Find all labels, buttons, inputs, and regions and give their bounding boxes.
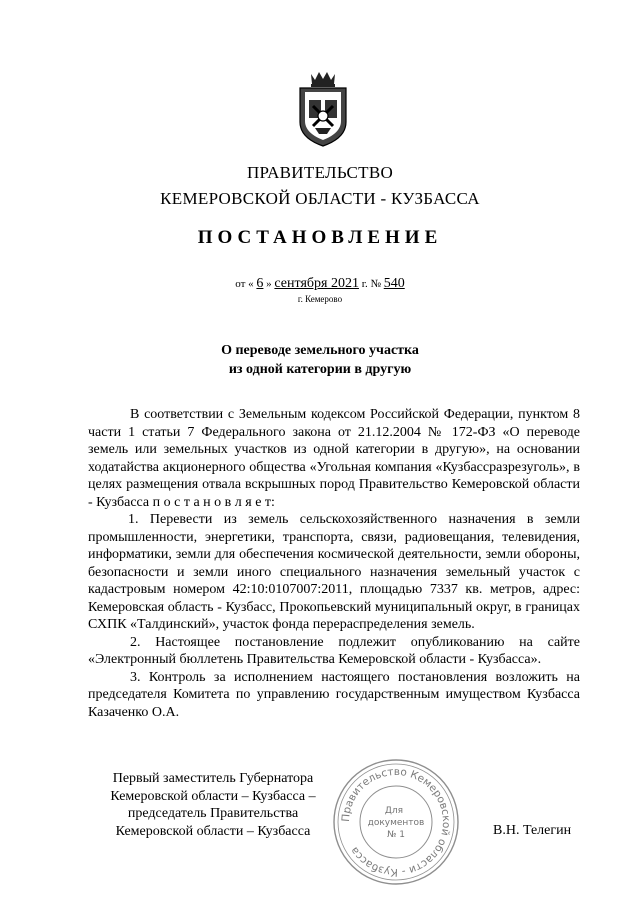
- body-paragraph-3: 2. Настоящее постановление подлежит опубликованию на сайте «Электронный бюллетень Правительства Кемеровской области - Кузбасса».: [88, 634, 580, 667]
- number-label: №: [370, 278, 381, 290]
- date-line: [0, 276, 640, 292]
- official-stamp: [331, 757, 461, 887]
- date-month-year: сентября 2021: [274, 276, 359, 291]
- body-paragraph-4: 3. Контроль за исполнением настоящего постановления возложить на председателя Комитета по управлению государственным имуществом Кузбасса Казаченко О.А.: [88, 669, 580, 720]
- stamp-center-line2: документов: [367, 818, 425, 828]
- document-type-title: ПОСТАНОВЛЕНИЕ: [197, 227, 443, 248]
- signatory-line1: Первый заместитель Губернатора: [112, 771, 314, 786]
- signatory-name: В.Н. Телегин: [493, 823, 572, 838]
- subject-line1: О переводе земельного участка: [221, 343, 419, 358]
- body-paragraph-2: 1. Перевести из земель сельскохозяйственного назначения в земли промышленности, энергетики, транспорта, связи, радиовещания, телевидения, информатики, земли для обеспечения космической деятельности, земли обороны, безопасности и земли иного специального назначения земельный участок с кадастровым номером 42:10:0107007:2011, площадью 7337 кв. метров, адрес: Кемеровская область - Кузбасс, Прокопьевский муниципальный округ, в границах СХПК «Талдинский», участок фонда перераспределения земель.: [88, 512, 580, 632]
- signatory-line4: Кемеровской области – Кузбасса: [115, 823, 311, 839]
- signatory-position: [88, 770, 338, 840]
- date-day: 6: [256, 276, 264, 291]
- body-paragraph-1: В соответствии с Земельным кодексом Российской Федерации, пунктом 8 части 1 статьи 7 Федерального закона от 21.12.2004 № 172-ФЗ «О переводе земель или земельных участков из одной категории в другую», на основании ходатайства акционерного общества «Угольная компания «Кузбассразрезуголь», в целях размещения отвала вскрышных пород Правительство Кемеровской области - Кузбасса п о с т а н о в л я е т:: [88, 407, 580, 510]
- city: г. Кемерово: [297, 294, 343, 304]
- government-title-line1: ПРАВИТЕЛЬСТВО: [246, 163, 394, 182]
- document-body: [88, 406, 580, 721]
- signatory-line2: Кемеровской области – Кузбасса –: [110, 788, 316, 804]
- stamp-ring-text: Правительство Кемеровской области - Кузбасса: [339, 765, 453, 879]
- signatory-line3: председатель Правительства: [127, 806, 299, 821]
- document-number: 540: [383, 276, 405, 291]
- date-year-suffix: г.: [361, 278, 368, 290]
- stamp-center-line3: № 1: [387, 830, 405, 840]
- coat-of-arms-icon: [297, 70, 349, 148]
- stamp-center-line1: Для: [384, 806, 404, 816]
- government-title-line2: КЕМЕРОВСКОЙ ОБЛАСТИ - КУЗБАССА: [160, 189, 480, 208]
- date-prefix: от «: [235, 278, 254, 290]
- subject-line2: из одной категории в другую: [228, 362, 412, 377]
- date-mid: »: [266, 278, 272, 290]
